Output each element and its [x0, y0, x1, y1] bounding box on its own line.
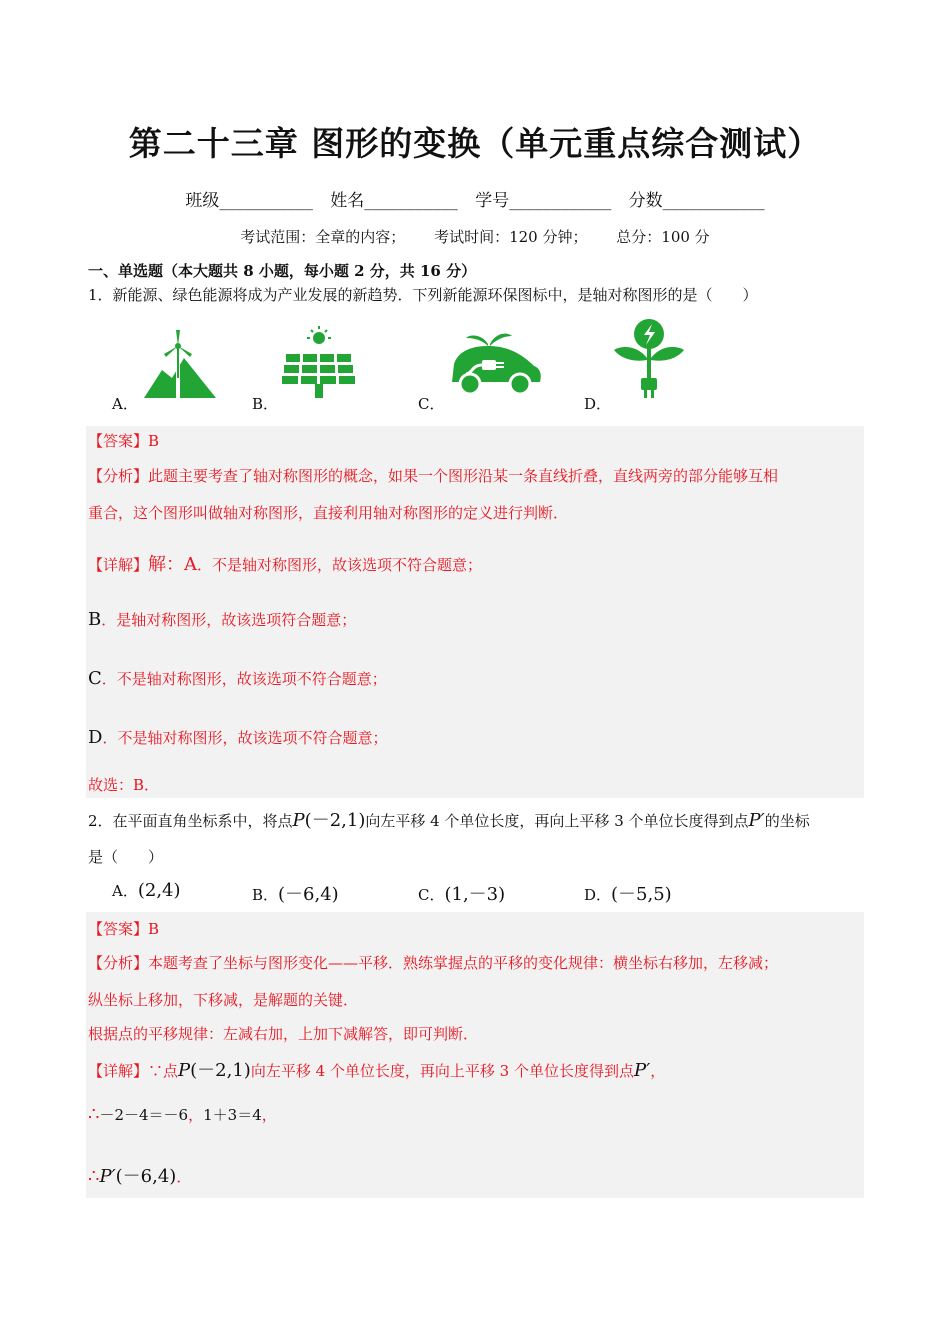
q2-result-prefix: ∴	[88, 1166, 100, 1187]
q2-calc-prefix: ∴	[88, 1104, 100, 1125]
q1-detail-text-a: ．不是轴对称图形，故该选项不符合题意；	[197, 556, 483, 574]
q2-option-b-label: B．	[252, 886, 279, 904]
q1-analysis-tag: 【分析】	[88, 467, 149, 485]
q1-option-b-label: B．	[252, 395, 279, 413]
q2-result-point: P′	[99, 1166, 116, 1187]
q2-option-d-label: D．	[584, 886, 612, 904]
q1-detail-prefix-c: C	[88, 668, 102, 689]
question-1-stem: 1．新能源、绿色能源将成为产业发展的新趋势．下列新能源环保图标中，是轴对称图形的是（ ）	[88, 286, 758, 304]
exam-time: 考试时间：120 分钟；	[434, 228, 588, 246]
q1-analysis-line-2: 重合，这个图形叫做轴对称图形，直接利用轴对称图形的定义进行判断．	[88, 504, 569, 522]
q2-option-a	[112, 880, 181, 901]
q2-calc-line	[88, 1104, 277, 1125]
q2-stem-c: 的坐标	[764, 812, 810, 830]
q1-analysis-text-1: 此题主要考查了轴对称图形的概念，如果一个图形沿某一条直线折叠，直线两旁的部分能够互相	[148, 467, 779, 485]
q2-coord: (－2,1)	[304, 810, 366, 831]
q2-stem-b: 向左平移 4 个单位长度，再向上平移 3 个单位长度得到点	[365, 812, 749, 830]
q2-stem-a: 2．在平面直角坐标系中，将点	[88, 812, 293, 830]
q1-analysis-line-1	[88, 465, 778, 486]
q1-option-a-label: A．	[112, 395, 138, 413]
q2-analysis-text-1: 本题考查了坐标与图形变化——平移．熟练掌握点的平移的变化规律：横坐标右移加，左移减；	[148, 954, 779, 972]
q1-detail-text-d: ．不是轴对称图形，故该选项不符合题意；	[102, 729, 388, 747]
exam-meta	[0, 226, 950, 247]
q2-option-c-label: C．	[418, 886, 445, 904]
q2-answer: 【答案】B	[88, 920, 160, 938]
q2-result-line	[88, 1162, 191, 1188]
q1-detail-tag: 【详解】	[88, 556, 149, 574]
q1-option-c-label: C．	[418, 395, 445, 413]
q2-calc-end: ，	[261, 1106, 277, 1124]
question-2-stem-line-1	[88, 806, 810, 832]
name-field: 姓名___________	[330, 191, 458, 211]
q2-option-d	[584, 880, 672, 906]
q2-point-prime: P′	[748, 810, 765, 831]
q1-option-d-label: D．	[584, 395, 612, 413]
exam-scope: 考试范围：全章的内容；	[240, 228, 406, 246]
q1-detail-line-a	[88, 550, 482, 576]
q2-result-end: ．	[176, 1168, 192, 1186]
q2-option-a-label: A．	[112, 882, 138, 900]
q2-solution-box	[86, 912, 864, 1198]
q2-detail-point: P	[178, 1060, 191, 1081]
q2-analysis-tag: 【分析】	[88, 954, 149, 972]
q1-detail-text-c: ．不是轴对称图形，故该选项不符合题意；	[101, 670, 387, 688]
q2-detail-line	[88, 1056, 665, 1082]
student-id-field: 学号____________	[475, 191, 612, 211]
q2-option-a-value: (2,4)	[137, 880, 181, 901]
q2-detail-point-prime: P′	[634, 1060, 651, 1081]
q1-detail-prefix-a: 解：A	[148, 554, 198, 575]
q1-detail-prefix-b: B	[88, 609, 102, 630]
q1-answer: 【答案】B	[88, 432, 160, 450]
solar-panel-icon	[280, 326, 358, 400]
q2-analysis-line-1	[88, 952, 778, 973]
electric-car-icon	[448, 330, 542, 400]
q2-option-c-value: (1,－3)	[444, 884, 506, 905]
q2-detail-tag: 【详解】	[88, 1062, 149, 1080]
class-field: 班级___________	[185, 191, 313, 211]
plant-plug-icon	[612, 318, 686, 400]
question-2-stem-line-2: 是（ ）	[88, 848, 164, 866]
q1-detail-prefix-d: D	[88, 727, 103, 748]
q2-option-b-value: (－6,4)	[278, 884, 339, 905]
q2-detail-c: ，	[650, 1062, 666, 1080]
q2-result-coord: (－6,4)	[115, 1166, 177, 1187]
q2-option-b	[252, 880, 339, 906]
q1-solution-box	[86, 426, 864, 798]
section-heading: 一、单选题（本大题共 8 小题，每小题 2 分，共 16 分）	[88, 262, 477, 280]
q2-point: P	[292, 810, 305, 831]
q1-detail-text-b: ．是轴对称图形，故该选项符合题意；	[101, 611, 357, 629]
q2-analysis-line-2: 纵坐标上移加，下移减，是解题的关键．	[88, 991, 359, 1009]
q1-detail-line-b	[88, 609, 356, 630]
q2-detail-a: ∵点	[148, 1062, 179, 1080]
q2-detail-coord: (－2,1)	[190, 1060, 251, 1081]
q2-detail-b: 向左平移 4 个单位长度，再向上平移 3 个单位长度得到点	[250, 1062, 634, 1080]
q2-analysis-line-3: 根据点的平移规律：左减右加，上加下减解答，即可判断．	[88, 1025, 479, 1043]
q1-detail-line-c	[88, 668, 387, 689]
q2-option-d-value: (－5,5)	[611, 884, 672, 905]
exam-total: 总分：100 分	[616, 228, 710, 246]
q2-calc-2: 1＋3＝4	[203, 1106, 262, 1124]
q2-calc-sep: ，	[188, 1106, 204, 1124]
q2-calc-1: －2－4＝－6	[99, 1106, 189, 1124]
page-title: 第二十三章 图形的变换（单元重点综合测试）	[128, 124, 822, 163]
student-info-fields	[0, 186, 950, 211]
score-field: 分数____________	[628, 191, 765, 211]
wind-turbine-icon	[140, 330, 218, 400]
q2-option-c	[418, 880, 505, 906]
q1-conclusion: 故选：B．	[88, 776, 160, 794]
q1-detail-line-d	[88, 727, 387, 748]
